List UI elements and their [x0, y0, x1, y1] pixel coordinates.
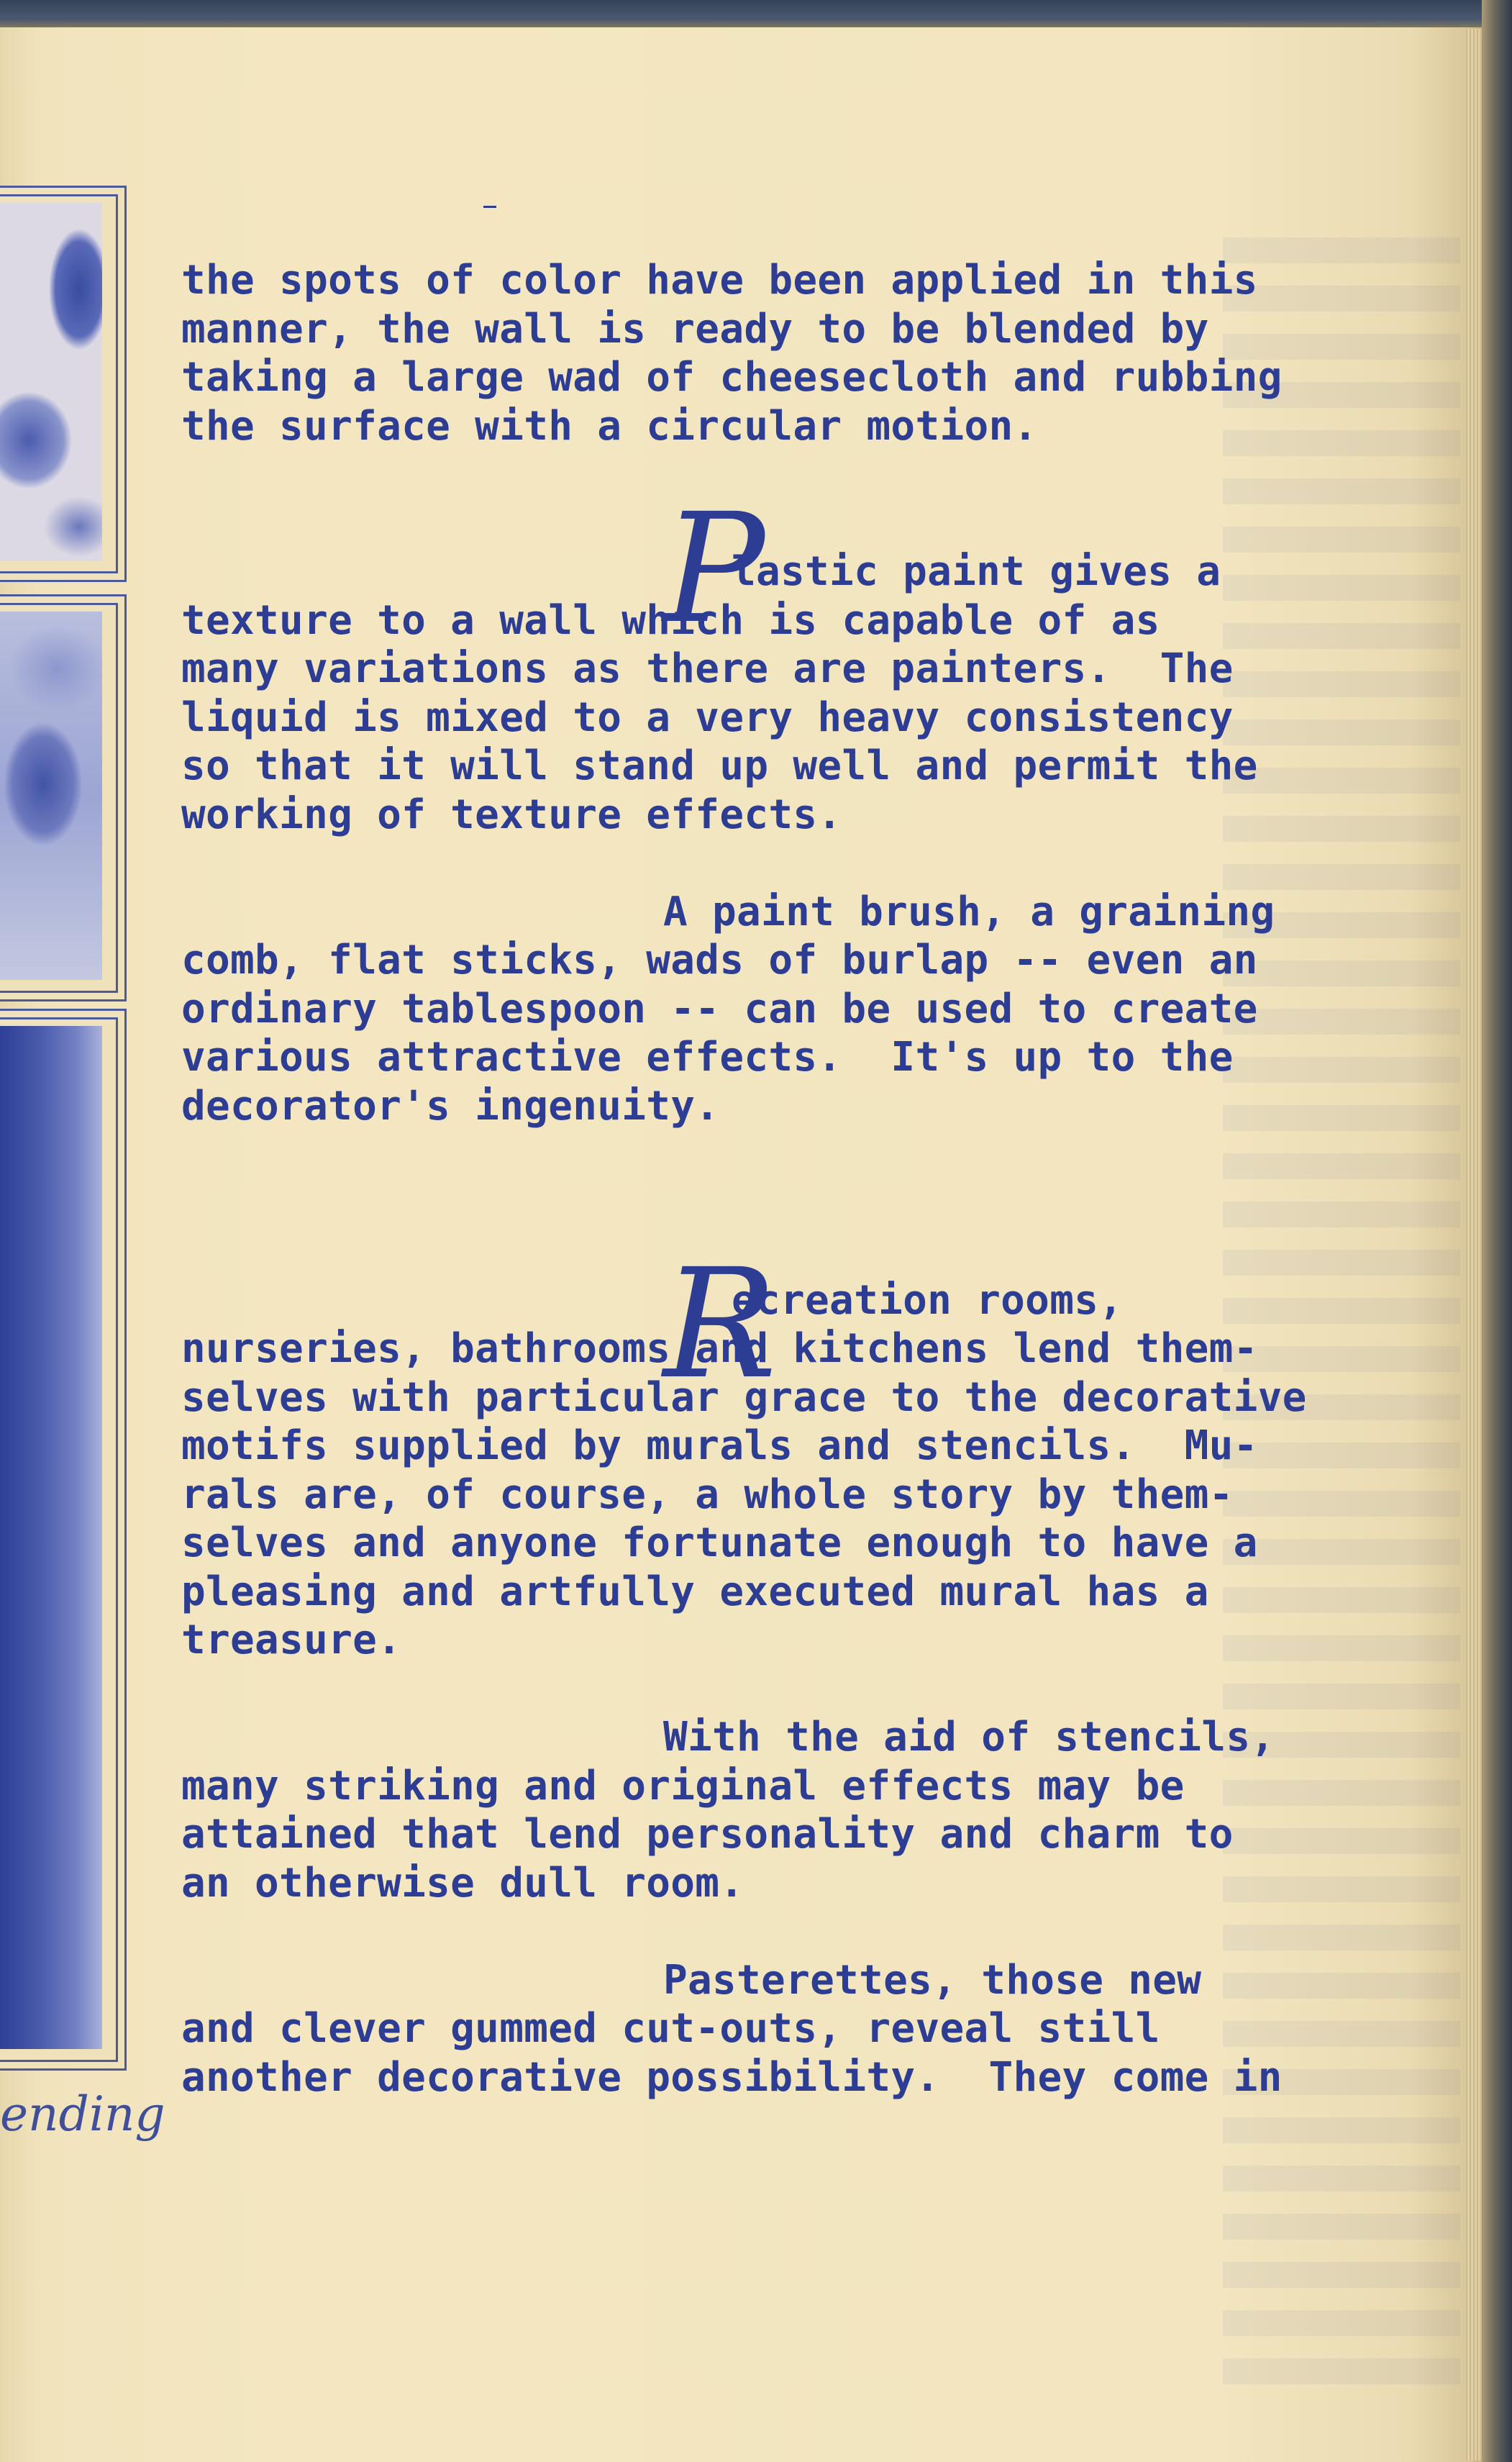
book-spine-edge: [1482, 0, 1512, 2462]
text-line: pleasing and artfully executed mural has a: [181, 1568, 1209, 1615]
text-line: selves and anyone fortunate enough to have a: [181, 1520, 1258, 1566]
photo-3: [0, 1026, 102, 2049]
text-line: so that it will stand up well and permit the: [181, 742, 1258, 789]
text-line: many variations as there are painters. The: [181, 645, 1234, 692]
text-line: motifs supplied by murals and stencils. Mu-: [181, 1422, 1258, 1469]
text-line: A paint brush, a graining: [663, 888, 1275, 935]
handwritten-caption: ending: [0, 2086, 165, 2142]
tick-mark: [483, 206, 496, 208]
text-line: ordinary tablespoon -- can be used to create: [181, 985, 1258, 1032]
text-line: another decorative possibility. They come in: [181, 2053, 1283, 2101]
text-line: selves with particular grace to the decorative: [181, 1373, 1307, 1421]
text-line: ecreation rooms,: [732, 1276, 1124, 1324]
text-line: rals are, of course, a whole story by them-: [181, 1471, 1234, 1518]
text-line: and clever gummed cut-outs, reveal still: [181, 2005, 1160, 2052]
text-line: an otherwise dull room.: [181, 1859, 744, 1907]
page-edges: [1466, 29, 1482, 2461]
body-text: [181, 256, 1307, 2102]
drop-cap-p: P: [663, 481, 765, 657]
text-line: comb, flat sticks, wads of burlap -- even an: [181, 937, 1258, 984]
text-line: the surface with a circular motion.: [181, 402, 1038, 450]
text-line: the spots of color have been applied in this: [181, 257, 1258, 304]
text-line: liquid is mixed to a very heavy consistency: [181, 694, 1234, 741]
drop-cap-r: R: [663, 1236, 778, 1412]
text-line: treasure.: [181, 1617, 402, 1663]
text-line: lastic paint gives a: [732, 548, 1221, 595]
text-line: taking a large wad of cheesecloth and rubbing: [181, 354, 1283, 401]
text-line: Pasterettes, those new: [663, 1956, 1202, 2004]
text-line: manner, the wall is ready to be blended by: [181, 305, 1209, 353]
text-line: With the aid of stencils,: [663, 1714, 1275, 1761]
text-line: many striking and original effects may be: [181, 1762, 1185, 1809]
book-cover-top: [0, 0, 1512, 27]
text-line: texture to a wall which is capable of as: [181, 596, 1160, 644]
text-line: various attractive effects. It's up to the: [181, 1034, 1234, 1081]
text-line: nurseries, bathrooms and kitchens lend them-: [181, 1325, 1258, 1372]
text-line: attained that lend personality and charm to: [181, 1811, 1234, 1858]
photo-1: [0, 203, 102, 561]
text-line: decorator's ingenuity.: [181, 1082, 720, 1130]
photo-2: [0, 612, 102, 980]
text-line: working of texture effects.: [181, 791, 842, 838]
